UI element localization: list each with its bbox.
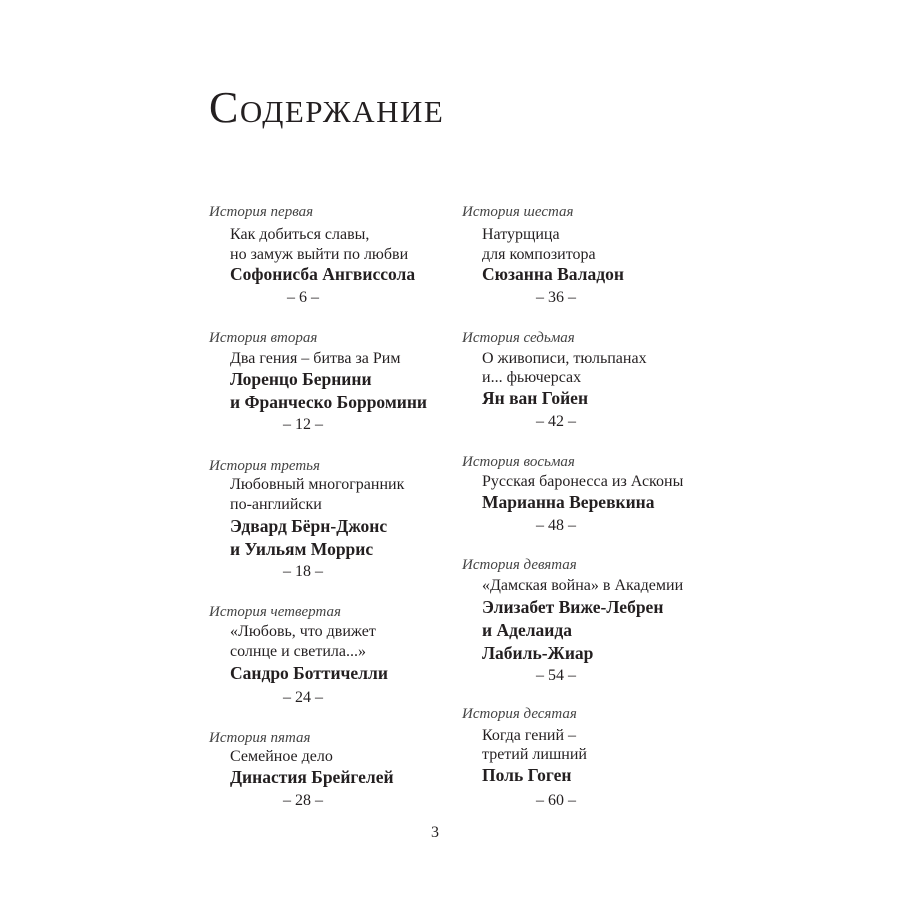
entry-artist-name: Ян ван Гойен (482, 388, 589, 408)
entry-label: История третья (209, 458, 320, 474)
entry-page-number: – 12 – (283, 416, 323, 433)
entry-artist-name: и Франческо Борромини (230, 392, 428, 412)
entry-page-number: – 54 – (536, 667, 576, 684)
entry-subtitle-line: «Любовь, что движет (230, 623, 376, 640)
entry-subtitle-line: О живописи, тюльпанах (482, 350, 647, 367)
entry-label: История десятая (462, 706, 577, 722)
entry-artist-name: Марианна Веревкина (482, 492, 655, 512)
entry-subtitle-line: по-английски (230, 496, 322, 513)
entry-page-number: – 28 – (283, 792, 323, 809)
page-folio: 3 (431, 824, 439, 841)
entry-subtitle-line: солнце и светила...» (230, 643, 366, 660)
entry-subtitle-line: Как добиться славы, (230, 226, 370, 243)
entry-page-number: – 42 – (536, 413, 576, 430)
entry-subtitle-line: «Дамская война» в Академии (482, 577, 684, 594)
entry-artist-name: и Уильям Моррис (230, 539, 374, 559)
entry-label: История шестая (462, 204, 574, 220)
entry-label: История первая (209, 204, 314, 220)
entry-subtitle-line: Когда гений – (482, 727, 577, 744)
entry-label: История вторая (209, 330, 318, 346)
entry-page-number: – 60 – (536, 792, 576, 809)
entry-artist-name: Династия Брейгелей (230, 767, 394, 787)
entry-artist-name: Эдвард Бёрн-Джонс (230, 516, 388, 536)
entry-page-number: – 18 – (283, 563, 323, 580)
entry-subtitle-line: третий лишний (482, 746, 587, 763)
entry-page-number: – 24 – (283, 689, 323, 706)
entry-label: История пятая (209, 730, 311, 746)
entry-artist-name: Элизабет Виже-Лебрен (482, 597, 664, 617)
page-title: Содержание (209, 83, 445, 132)
entry-label: История восьмая (462, 454, 575, 470)
entry-artist-name: Сюзанна Валадон (482, 264, 624, 284)
entry-artist-name: Софонисба Ангвиссола (230, 264, 416, 284)
entry-artist-name: Лоренцо Бернини (230, 369, 372, 389)
entry-page-number: – 36 – (536, 289, 576, 306)
entry-page-number: – 6 – (287, 289, 319, 306)
entry-subtitle-line: для композитора (482, 246, 596, 263)
entry-subtitle-line: Семейное дело (230, 748, 333, 765)
entry-subtitle-line: Два гения – битва за Рим (230, 350, 401, 367)
entry-label: История четвертая (209, 604, 341, 620)
entry-label: История седьмая (462, 330, 575, 346)
entry-label: История девятая (462, 557, 577, 573)
entry-artist-name: Поль Гоген (482, 765, 572, 785)
entry-artist-name: Лабиль-Жиар (482, 643, 594, 663)
entry-page-number: – 48 – (536, 517, 576, 534)
entry-subtitle-line: но замуж выйти по любви (230, 246, 409, 263)
entry-subtitle-line: Любовный многогранник (230, 476, 405, 493)
entry-subtitle-line: и... фьючерсах (482, 369, 582, 386)
entry-subtitle-line: Русская баронесса из Асконы (482, 473, 684, 490)
entry-artist-name: и Аделаида (482, 620, 572, 640)
entry-subtitle-line: Натурщица (482, 226, 560, 243)
entry-artist-name: Сандро Боттичелли (230, 663, 388, 683)
